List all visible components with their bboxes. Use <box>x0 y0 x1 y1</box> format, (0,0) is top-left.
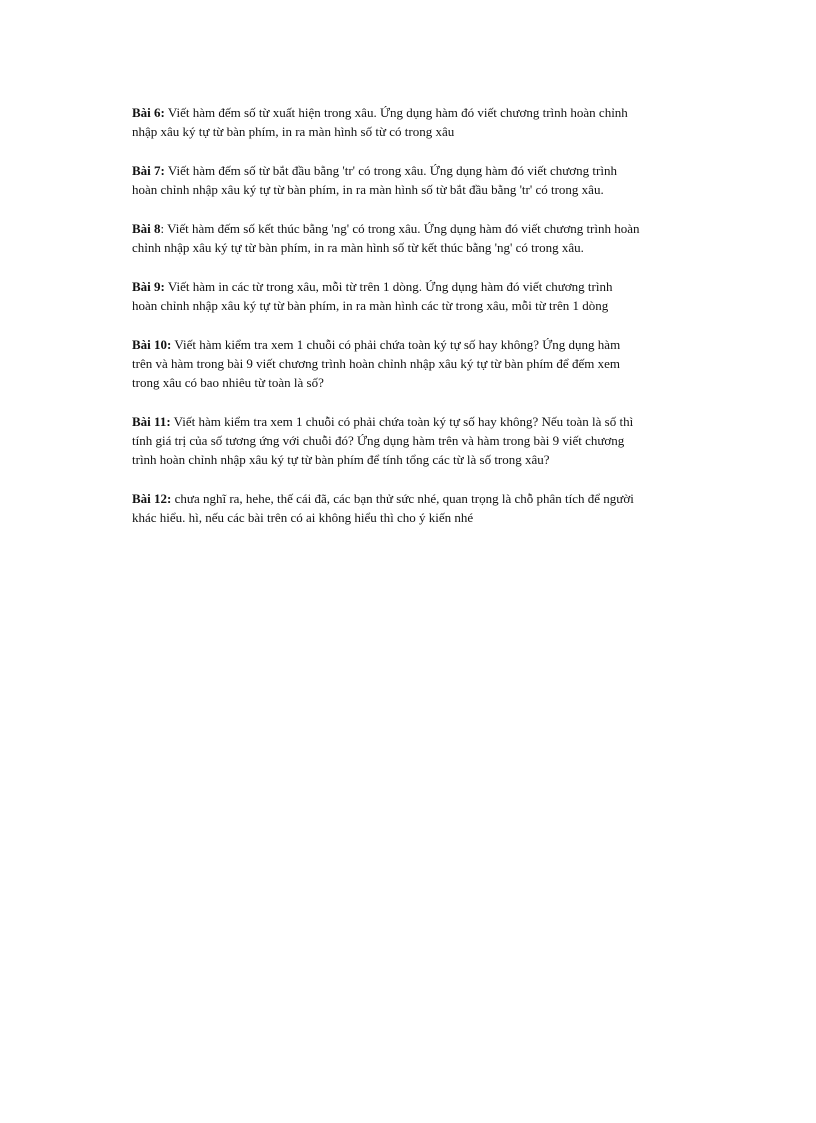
exercise-line: hoàn chỉnh nhập xâu ký tự từ bàn phím, in ra màn hình số từ bắt đầu bằng 'tr' có trong xâu. <box>132 182 604 197</box>
exercise-line: trong xâu có bao nhiêu từ toàn là số? <box>132 375 324 390</box>
exercise-label: Bài 6: <box>132 105 165 120</box>
exercise-12 <box>132 489 762 527</box>
exercise-11 <box>132 412 762 469</box>
exercise-line: hoàn chỉnh nhập xâu ký tự từ bàn phím, in ra màn hình các từ trong xâu, mỗi từ trên 1 dòng <box>132 298 609 313</box>
exercise-line <box>132 335 762 354</box>
exercise-6 <box>132 103 762 141</box>
exercise-label: Bài 8 <box>132 221 161 236</box>
exercise-text: chưa nghĩ ra, hehe, thế cái đã, các bạn thử sức nhé, quan trọng là chỗ phân tích để người <box>171 491 634 506</box>
exercise-line: trên và hàm trong bài 9 viết chương trình hoàn chỉnh nhập xâu ký tự từ bàn phím để đếm xem <box>132 356 620 371</box>
exercise-line <box>132 412 762 431</box>
exercise-text: Viết hàm kiểm tra xem 1 chuỗi có phải chứa toàn ký tự số hay không? Nếu toàn là số thì <box>170 414 634 429</box>
exercise-line: nhập xâu ký tự từ bàn phím, in ra màn hình số từ có trong xâu <box>132 124 455 139</box>
exercise-label: Bài 11: <box>132 414 171 429</box>
exercise-text: Viết hàm kiểm tra xem 1 chuỗi có phải chứa toàn ký tự số hay không? Ứng dụng hàm <box>171 337 621 352</box>
exercise-line: chỉnh nhập xâu ký tự từ bàn phím, in ra màn hình số từ kết thúc bằng 'ng' có trong xâu. <box>132 240 584 255</box>
exercise-text: Viết hàm đếm số từ xuất hiện trong xâu. Ứng dụng hàm đó viết chương trình hoàn chỉnh <box>164 105 628 120</box>
exercise-line <box>132 277 762 296</box>
exercise-10 <box>132 335 762 392</box>
exercise-line: tính giá trị của số tương ứng với chuỗi đó? Ứng dụng hàm trên và hàm trong bài 9 viết chương <box>132 433 625 448</box>
exercise-9 <box>132 277 762 315</box>
exercise-7 <box>132 161 762 199</box>
exercise-line <box>132 161 762 180</box>
exercise-text: Viết hàm in các từ trong xâu, mỗi từ trên 1 dòng. Ứng dụng hàm đó viết chương trình <box>164 279 613 294</box>
exercise-text: Viết hàm đếm số từ bắt đầu bằng 'tr' có trong xâu. Ứng dụng hàm đó viết chương trình <box>164 163 617 178</box>
exercise-line: trình hoàn chỉnh nhập xâu ký tự từ bàn phím để tính tổng các từ là số trong xâu? <box>132 452 550 467</box>
exercise-line: khác hiểu. hì, nếu các bài trên có ai không hiểu thì cho ý kiến nhé <box>132 510 474 525</box>
exercise-list <box>132 103 762 547</box>
exercise-label: Bài 10: <box>132 337 172 352</box>
exercise-line <box>132 219 762 238</box>
exercise-label: Bài 7: <box>132 163 165 178</box>
exercise-label: Bài 9: <box>132 279 165 294</box>
exercise-line <box>132 103 762 122</box>
exercise-8 <box>132 219 762 257</box>
exercise-line <box>132 489 762 508</box>
exercise-label: Bài 12: <box>132 491 172 506</box>
exercise-text: : Viết hàm đếm số kết thúc bằng 'ng' có trong xâu. Ứng dụng hàm đó viết chương trình hoàn <box>160 221 640 236</box>
